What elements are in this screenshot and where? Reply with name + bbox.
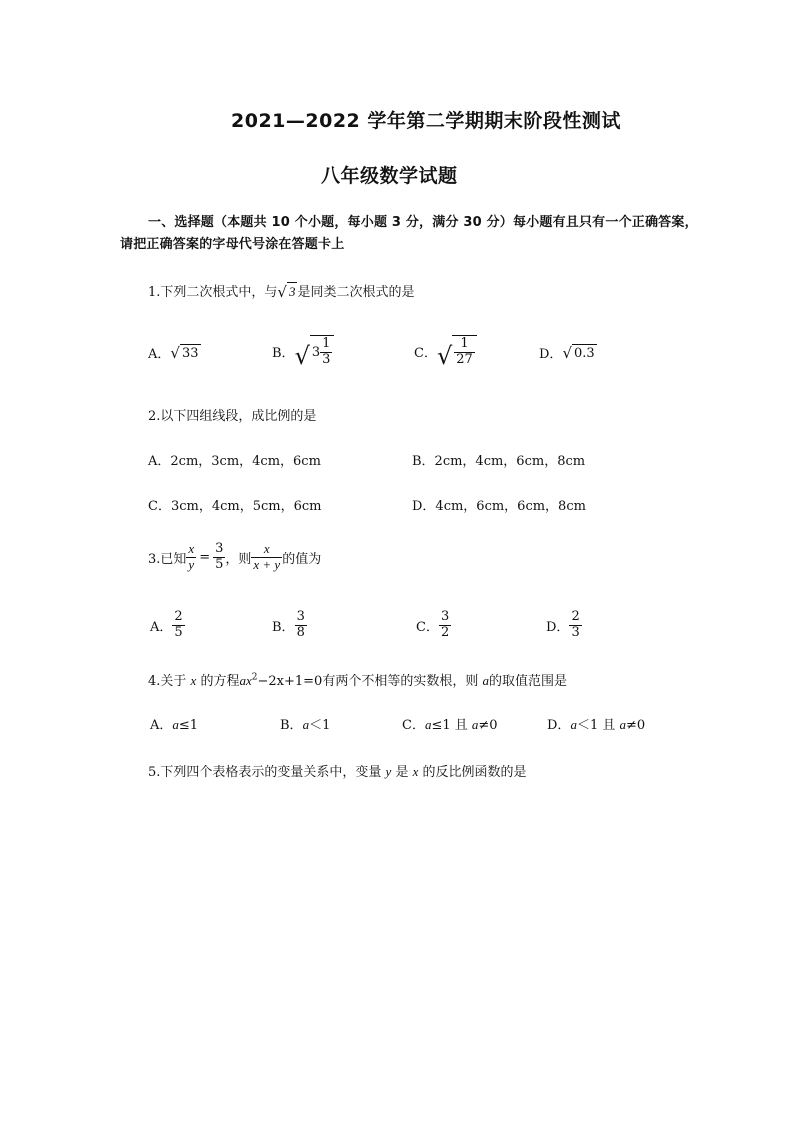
- q1-option-c: [414, 335, 477, 368]
- q4-var-x: x: [190, 673, 197, 688]
- q4-eq-exponent: 2: [251, 672, 258, 683]
- q4-option-b-rel: ＜1: [309, 718, 331, 733]
- q3-option-a: [150, 610, 185, 641]
- q1-option-d-sqrt: √ 0.3: [562, 344, 595, 362]
- q1-option-c-fraction: [454, 337, 475, 368]
- q4-option-b-var: a: [302, 717, 310, 732]
- q1-option-d-radicand: 0.3: [574, 346, 595, 361]
- q4-option-d-var: a: [570, 717, 577, 732]
- q3-text-mid: ，则: [225, 551, 252, 567]
- question-5-stem: [148, 761, 527, 780]
- q3-option-d: [546, 610, 582, 641]
- q3-option-b-label: B．: [272, 619, 295, 635]
- q4-text-mid1: 的方程: [200, 674, 240, 689]
- question-4-stem: [148, 670, 567, 689]
- q1-text-pre: 1.下列二次根式中，与: [148, 285, 278, 300]
- q3-f1-numerator: x: [188, 541, 195, 556]
- q3-option-b-numerator: 3: [296, 609, 305, 624]
- q3-option-c-denominator: 2: [440, 624, 450, 640]
- q2-option-b: B．2cm，4cm，6cm，8cm: [412, 454, 586, 469]
- q3-option-d-fraction: [569, 610, 581, 641]
- section-instruction-line2: 请把正确答案的字母代号涂在答题卡上: [120, 237, 345, 252]
- q3-option-c: [416, 610, 451, 641]
- q3-f1-denominator: y: [188, 556, 195, 572]
- q1-option-b-fraction: [320, 337, 332, 368]
- q3-option-a-label: A．: [150, 619, 173, 635]
- q4-option-c-var2: a: [471, 717, 479, 732]
- q3-fraction-3-over-5: [213, 542, 225, 573]
- q3-option-a-numerator: 2: [174, 609, 183, 624]
- q3-option-c-label: C．: [416, 619, 439, 635]
- q1-option-b-label: B．: [272, 345, 295, 361]
- question-2-stem: 2.以下四组线段，成比例的是: [148, 409, 317, 424]
- q3-option-b: [272, 610, 307, 641]
- q1-option-b-sqrt: √ 3 $\frac{1}{3}$: [295, 335, 335, 368]
- q3-f3-denominator: x + y: [253, 556, 281, 572]
- question-1-stem: [148, 281, 414, 300]
- q1-option-a-label: A．: [148, 347, 171, 362]
- q4-text-mid2: 有两个不相等的实数根，则: [322, 674, 479, 689]
- q1-option-b: [272, 335, 334, 368]
- q3-f2-denominator: 5: [215, 556, 224, 572]
- q3-option-c-fraction: [439, 610, 451, 641]
- q3-text-pre: 3.已知: [148, 551, 187, 567]
- q4-var-a: a: [482, 673, 489, 688]
- q1-option-d-label: D．: [539, 347, 563, 362]
- q1-option-c-label: C．: [414, 345, 437, 361]
- q4-option-d-label: D．: [547, 718, 571, 733]
- q1-text-post: 是同类二次根式的是: [297, 285, 415, 300]
- q4-option-c-rel2: ≠0: [478, 718, 498, 733]
- q4-text-post: 的取值范围是: [488, 674, 567, 689]
- q4-option-a-rel: ≤1: [178, 718, 199, 733]
- q3-f3-numerator: x: [251, 542, 282, 558]
- q1-option-c-numerator: 1: [454, 337, 475, 353]
- q1-option-c-denominator: 27: [456, 351, 473, 367]
- q3-equals-sign: =: [199, 549, 211, 565]
- q4-text-pre: 4.关于: [148, 674, 187, 689]
- q4-option-c: [402, 714, 498, 733]
- q3-option-a-fraction: [172, 610, 184, 641]
- q1-option-b-whole: 3: [311, 344, 321, 360]
- q3-f2-numerator: 3: [215, 541, 224, 556]
- q1-option-d: [539, 343, 597, 362]
- q1-sqrt: √ 3: [277, 282, 296, 301]
- q3-option-c-numerator: 3: [440, 609, 450, 624]
- q5-text-mid: 是: [395, 765, 409, 780]
- q4-option-a-label: A．: [150, 718, 173, 733]
- q3-text-post: 的值为: [282, 551, 322, 567]
- q4-option-c-rel: ≤1 且: [431, 718, 468, 733]
- q5-text-post: 的反比例函数的是: [422, 765, 527, 780]
- q4-option-b: [280, 714, 330, 733]
- q4-option-d-var2: a: [619, 717, 626, 732]
- q3-option-d-numerator: 2: [571, 609, 580, 624]
- q3-fraction-x-over-y: [186, 542, 196, 573]
- q3-fraction-x-over-x-plus-y: [251, 542, 282, 573]
- q1-option-c-sqrt: √ $\frac{1}{27}$: [437, 335, 477, 368]
- q1-option-a-radicand: 33: [181, 346, 199, 361]
- q1-option-b-numerator: 1: [322, 336, 331, 351]
- q4-option-b-label: B．: [280, 718, 303, 733]
- q3-option-d-denominator: 3: [571, 624, 580, 640]
- q4-option-d: [547, 714, 645, 733]
- q1-option-a: [148, 343, 201, 362]
- q1-option-b-denominator: 3: [322, 351, 331, 367]
- q3-option-b-denominator: 8: [296, 624, 305, 640]
- q5-text-pre: 5.下列四个表格表示的变量关系中，变量: [148, 765, 382, 780]
- q5-var-x: x: [412, 764, 419, 779]
- q2-option-a: A．2cm，3cm，4cm，6cm: [148, 454, 321, 469]
- q4-option-a-var: a: [172, 717, 179, 732]
- page-title: 2021—2022 学年第二学期期末阶段性测试: [231, 110, 621, 132]
- q4-option-c-var: a: [424, 717, 432, 732]
- page-subtitle: 八年级数学试题: [321, 165, 458, 187]
- q2-option-c: C．3cm，4cm，5cm，6cm: [148, 499, 322, 514]
- q1-option-a-sqrt: √ 33: [170, 344, 199, 362]
- q4-option-c-label: C．: [402, 718, 425, 733]
- q3-option-b-fraction: [295, 610, 307, 641]
- q4-option-d-rel: ＜1 且: [576, 718, 616, 733]
- q2-option-d: D．4cm，6cm，6cm，8cm: [412, 499, 586, 514]
- q3-option-a-denominator: 5: [174, 624, 183, 640]
- section-instruction-line1: 一、选择题（本题共 10 个小题，每小题 3 分，满分 30 分）每小题有且只有一个正确答案，: [148, 215, 698, 230]
- question-3-stem: [148, 542, 321, 573]
- q3-option-d-label: D．: [546, 619, 570, 635]
- q4-option-d-rel2: ≠0: [625, 718, 646, 733]
- q4-option-a: [150, 714, 198, 733]
- q5-var-y: y: [385, 764, 392, 779]
- q4-eq-ax: ax: [239, 673, 252, 688]
- q1-radicand: 3: [288, 283, 296, 299]
- q4-eq-rest: −2x+1=0: [257, 674, 323, 689]
